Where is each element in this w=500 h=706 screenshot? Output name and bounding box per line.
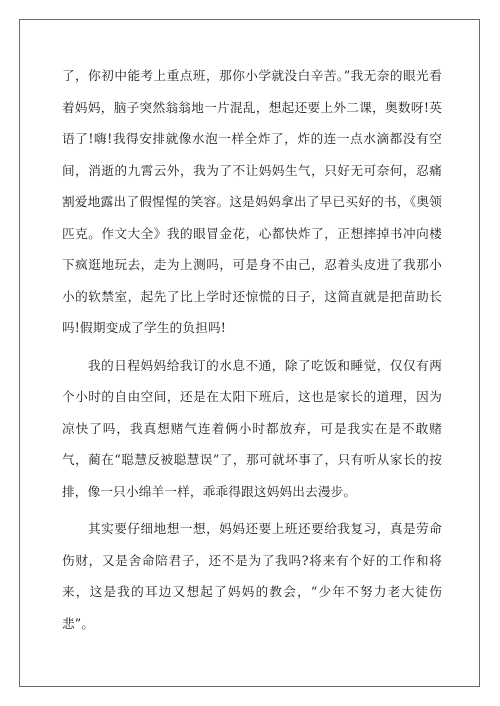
paragraph-2: 我的日程妈妈给我订的水息不通，除了吃饭和睡觉，仅仅有两个小时的自由空间，还是在太阳下班后，这也是家长的道理，因为凉快了吗，我真想赌气连着俩小时都放弃，可是我实在是不敢赌气，蔺在“聪慧反被聪慧误”了，那可就坏事了，只有听从家长的按排，像一只小绵羊一样，乖乖得跟这妈妈出去漫步。 [62,357,442,499]
paragraph-1: 了，你初中能考上重点班，那你小学就没白辛苦。”我无奈的眼光看着妈妈，脑子突然翁翁地一片混乱，想起还要上外二课，奥数呀!英语了!嗨!我得安排就像水泡一样全炸了，炸的连一点水滴都没有空间，消逝的九霄云外，我为了不让妈妈生气，只好无可奈何，忍痛割爱地露出了假惺惺的笑容。这是妈妈拿出了早已买好的书，《奥领匹克。作文大全》我的眼冒金花，心都快炸了，正想摔掉书冲向楼下疯逛地玩去，走为上测吗，可是身不由己，忍着头皮进了我那小小的软禁室，起先了比上学时还惊慌的日子，这简直就是把苗助长吗!假期变成了学生的负担吗! [62,68,442,335]
paragraph-3: 其实要仔细地想一想，妈妈还要上班还要给我复习，真是劳命伤财，又是舍命陪君子，还不是为了我吗?将来有个好的工作和将来，这是我的耳边又想起了妈妈的教会，“少年不努力老大徒伤悲”。 [62,521,442,631]
document-body [62,60,442,645]
